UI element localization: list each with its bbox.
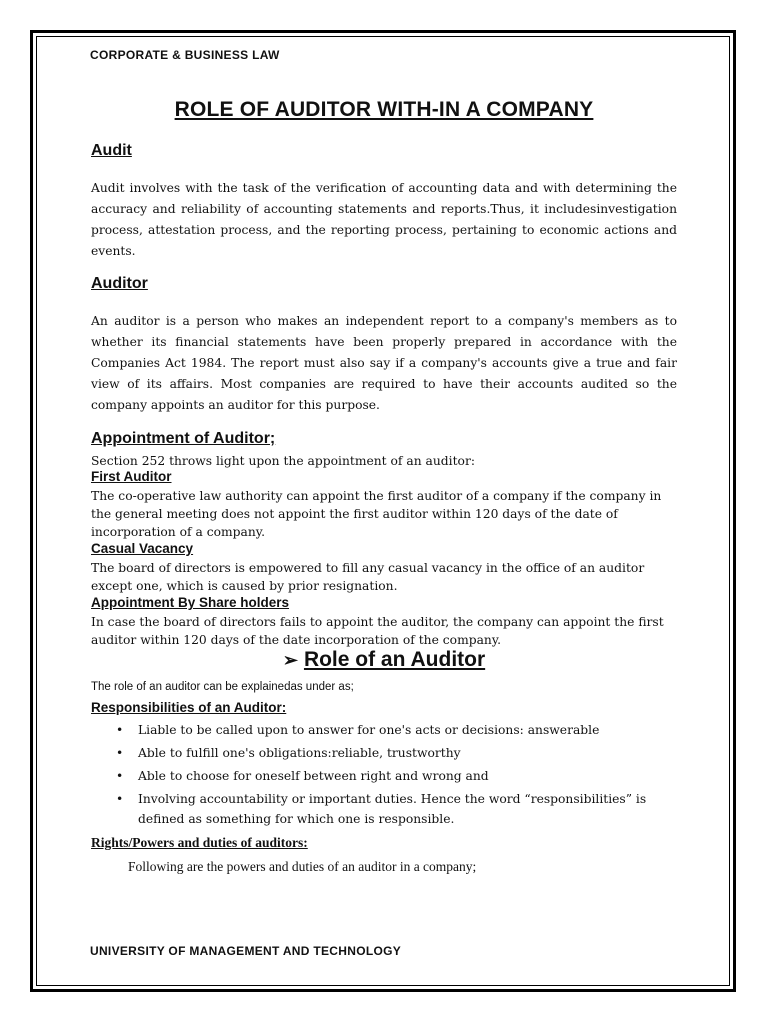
auditor-heading: Auditor	[91, 275, 148, 292]
running-footer: UNIVERSITY OF MANAGEMENT AND TECHNOLOGY	[90, 944, 402, 958]
first-auditor-text: The co-operative law authority can appoint the first auditor of a company if the company in the general meeting does not appoint the first auditor within 120 days of the date of incorporation of a company.	[91, 489, 662, 539]
auditor-paragraph: An auditor is a person who makes an independent report to a company's members as to whether its financial statements have been properly prepared in accordance with the Companies Act 1984. The report must also say if a company's accounts give a true and fair view of its affairs. Most companies are required to have their accounts audited so the company appoints an auditor for this purpose.	[91, 314, 677, 412]
audit-heading: Audit	[91, 142, 132, 159]
responsibilities-list	[91, 720, 671, 832]
list-item: • Liable to be called upon to answer for one's acts or decisions: answerable	[91, 720, 671, 740]
bullet-icon: •	[116, 746, 124, 760]
bullet-icon: •	[116, 769, 124, 783]
audit-paragraph: Audit involves with the task of the verification of accounting data and with determining the accuracy and reliability of accounting statements and reports.Thus, it includesinvestigation process, attestation process, and the reporting process, pertaining to economic actions and events.	[91, 181, 677, 258]
bullet-icon: •	[116, 792, 124, 806]
appointment-intro: Section 252 throws light upon the appointment of an auditor:	[91, 454, 475, 468]
responsibilities-heading: Responsibilities of an Auditor:	[91, 700, 287, 715]
role-heading-text: Role of an Auditor	[303, 648, 486, 671]
list-item: • Able to choose for oneself between right and wrong and	[91, 766, 671, 786]
arrow-bullet-icon: ➢	[282, 650, 298, 670]
role-heading	[0, 648, 768, 672]
running-header: CORPORATE & BUSINESS LAW	[90, 48, 280, 62]
rights-text: Following are the powers and duties of an auditor in a company;	[128, 859, 477, 874]
list-item: • Able to fulfill one's obligations:reliable, trustworthy	[91, 743, 671, 763]
rights-heading: Rights/Powers and duties of auditors:	[91, 835, 308, 850]
list-item: • Involving accountability or important duties. Hence the word “responsibilities” is defined as something for which one is responsible.	[91, 789, 671, 829]
document-title: ROLE OF AUDITOR WITH-IN A COMPANY	[174, 98, 594, 121]
casual-vacancy-heading: Casual Vacancy	[91, 541, 194, 556]
share-holders-text: In case the board of directors fails to appoint the auditor, the company can appoint the first auditor within 120 days of the date incorporation of the company.	[91, 615, 664, 647]
role-intro: The role of an auditor can be explainedas under as;	[91, 681, 354, 693]
first-auditor-heading: First Auditor	[91, 469, 172, 484]
bullet-icon: •	[116, 723, 124, 737]
share-holders-heading: Appointment By Share holders	[91, 595, 290, 610]
casual-vacancy-text: The board of directors is empowered to fill any casual vacancy in the office of an auditor except one, which is caused by prior resignation.	[91, 561, 645, 593]
appointment-heading: Appointment of Auditor;	[91, 430, 276, 447]
